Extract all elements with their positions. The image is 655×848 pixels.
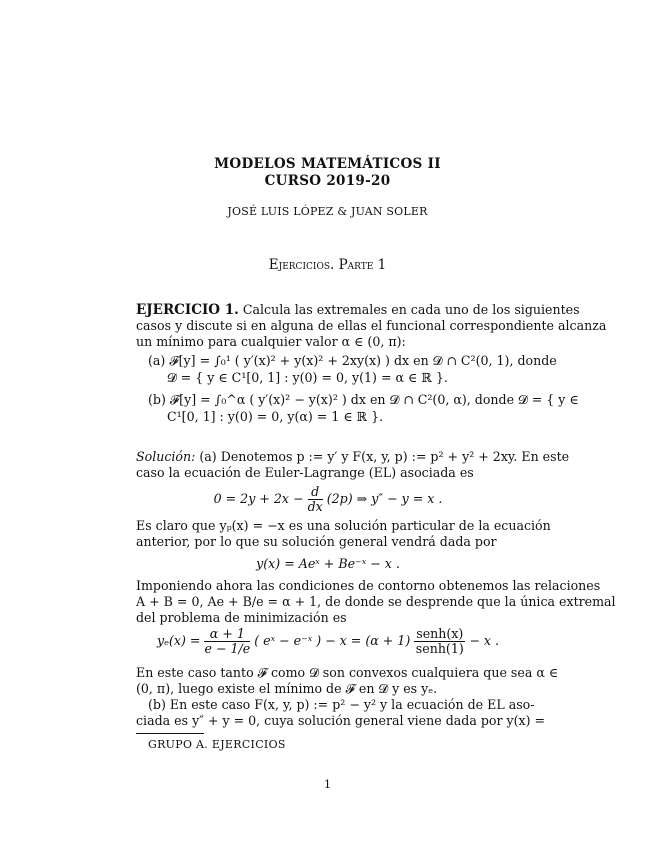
equation-extremal	[136, 627, 520, 656]
eq3-num2: senh(x)	[416, 626, 464, 641]
eq1-right: (2p) ⇒ y″ − y = x .	[326, 491, 443, 506]
solution-line8: En este caso tanto 𝓕 como 𝓓 son convexos cualquiera que sea α ∈	[136, 665, 559, 680]
eq1-den: dx	[307, 499, 323, 514]
footnote-rule	[136, 733, 204, 734]
solution-line7: del problema de minimización es	[136, 610, 347, 625]
eq3-right: − x .	[469, 633, 500, 648]
solution-line11: ciada es y″ + y = 0, cuya solución general viene dada por y(x) =	[136, 713, 546, 728]
document-title-line2: CURSO 2019-20	[264, 173, 391, 189]
document-title-line1: MODELOS MATEMÁTICOS II	[214, 156, 441, 172]
exercise-item-b-line1: (b) 𝓕[y] = ∫₀^α ( y′(x)² − y(x)² ) dx en 𝓓 ∩ C²(0, α), donde 𝓓 = { y ∈	[148, 392, 579, 407]
equation-general-solution: y(x) = Aeˣ + Be⁻ˣ − x .	[256, 556, 400, 571]
solution-text1: (a) Denotemos p := y′ y F(x, y, p) := p² + y² + 2xy. En este	[199, 449, 570, 464]
solution-line10: (b) En este caso F(x, y, p) := p² − y² y la ecuación de EL aso-	[148, 697, 535, 712]
authors: JOSÉ LUIS LÓPEZ & JUAN SOLER	[227, 205, 428, 218]
eq3-num1: α + 1	[204, 627, 250, 642]
eq3-frac1	[204, 627, 250, 656]
solution-line5: Imponiendo ahora las condiciones de contorno obtenemos las relaciones	[136, 578, 601, 593]
solution-line4: anterior, por lo que su solución general vendrá dada por	[136, 534, 497, 549]
running-footer: GRUPO A. EJERCICIOS	[148, 738, 286, 751]
exercise-label: EJERCICIO 1.	[136, 302, 239, 318]
eq3-den1: e − 1/e	[204, 641, 251, 656]
exercise-item-a-line2: 𝓓 = { y ∈ C¹[0, 1] : y(0) = 0, y(1) = α ∈ ℝ }.	[167, 370, 448, 385]
solution-label: Solución:	[136, 449, 196, 464]
eq3-left: yₑ(x) =	[156, 633, 201, 648]
solution-line9: (0, π), luego existe el mínimo de 𝓕 en 𝓓 y es yₑ.	[136, 681, 438, 696]
solution-line3: Es claro que yₚ(x) = −x es una solución particular de la ecuación	[136, 518, 551, 533]
eq1-num: d	[308, 485, 323, 500]
exercise-item-b-line2: C¹[0, 1] : y(0) = 0, y(α) = 1 ∈ ℝ }.	[167, 409, 384, 424]
page-number: 1	[323, 777, 332, 791]
eq3-frac2	[414, 627, 465, 656]
solution-line2: caso la ecuación de Euler-Lagrange (EL) asociada es	[136, 465, 474, 480]
exercise-intro-line2: casos y discute si en alguna de ellas el funcional correspondiente alcanza	[136, 318, 607, 333]
eq3-den2: senh(1)	[415, 641, 464, 656]
exercise-intro-line1	[136, 302, 580, 318]
eq3-mid: ( eˣ − e⁻ˣ ) − x = (α + 1)	[254, 633, 411, 648]
solution-line1	[136, 449, 569, 465]
solution-line6: A + B = 0, Ae + B/e = α + 1, de donde se desprende que la única extremal	[136, 594, 616, 609]
eq1-derivative	[308, 485, 323, 514]
exercise-item-a-line1: (a) 𝓕[y] = ∫₀¹ ( y′(x)² + y(x)² + 2xy(x) ) dx en 𝓓 ∩ C²(0, 1), donde	[148, 353, 557, 368]
exercise-intro-text1: Calcula las extremales en cada uno de los siguientes	[242, 302, 580, 317]
eq1-left: 0 = 2y + 2x −	[213, 491, 304, 506]
exercise-intro-line3: un mínimo para cualquier valor α ∈ (0, π):	[136, 334, 406, 349]
equation-euler-lagrange	[136, 485, 520, 514]
section-title: Ejercicios. Parte 1	[268, 257, 387, 273]
